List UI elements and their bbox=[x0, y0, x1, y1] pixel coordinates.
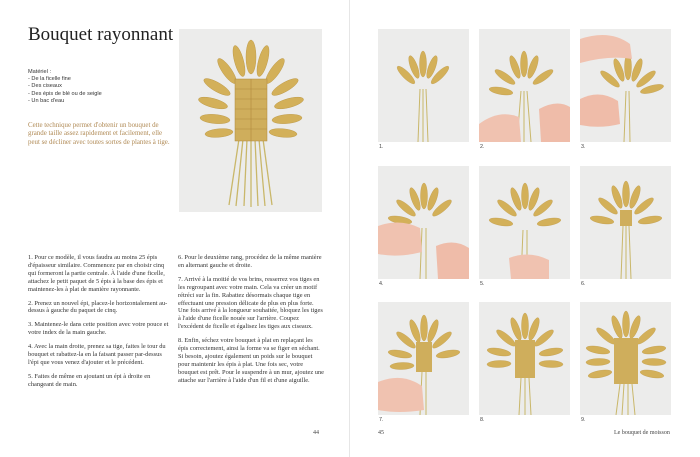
step-photo-6 bbox=[580, 166, 671, 279]
materials-list bbox=[28, 69, 102, 105]
material-item: - Des épis de blé ou de seigle bbox=[28, 90, 102, 97]
intro-text: Cette technique permet d'obtenir un bouquet de grande taille assez rapidement et facilement, elle peut se décliner avec toutes sortes de plantes à tige. bbox=[28, 122, 170, 146]
material-item: - De la ficelle fine bbox=[28, 76, 71, 83]
steps-column-1 bbox=[28, 254, 171, 395]
step-2: 2. Prenez un nouvel épi, placez-le horizontalement au-dessus à gauche du paquet de cinq. bbox=[28, 299, 168, 315]
caption-8: 8. bbox=[480, 417, 485, 423]
step-photo-4 bbox=[378, 166, 469, 279]
caption-2: 2. bbox=[480, 144, 485, 150]
materials-heading: Matériel : bbox=[28, 69, 52, 75]
step-8: 8. Enfin, séchez votre bouquet à plat en replaçant les épis correctement, ainsi la forme va se figer en séchant. Si besoin, ajoutez également un poids sur le bouquet pour maintenir les épis à plat. Une fois sec, votre bouquet est prêt. Pour le suspendre à un mur, ajoutez une attache sur l'arrière à l'aide d'un fil et d'une aiguille. bbox=[178, 337, 324, 384]
step-4: 4. Avec la main droite, prenez sa tige, faites le tour du bouquet et rabattez-la en la faisant passer par-dessus l'épi que vous venez d'ajouter et le précédent. bbox=[28, 343, 166, 366]
page-number-left: 44 bbox=[313, 430, 319, 436]
step-photo-8 bbox=[479, 302, 570, 415]
step-photo-1 bbox=[378, 29, 469, 142]
caption-4: 4. bbox=[379, 281, 384, 287]
step-1: 1. Pour ce modèle, il vous faudra au moins 25 épis d'épaisseur similaire. Commencez par en choisir cinq qui formeront la partie centrale. À l'aide d'une ficelle, attachez le petit paquet de 5 épis à la base des épis et maintenez-les à plat de manière rayonnante. bbox=[28, 254, 165, 293]
caption-3: 3. bbox=[581, 144, 586, 150]
page-title: Bouquet rayonnant bbox=[28, 24, 174, 45]
page-number-right: 45 bbox=[378, 430, 384, 436]
material-item: - Des ciseaux bbox=[28, 83, 62, 90]
step-3: 3. Maintenez-le dans cette position avec votre pouce et votre index de la main gauche. bbox=[28, 321, 169, 337]
step-photo-7 bbox=[378, 302, 469, 415]
caption-1: 1. bbox=[379, 144, 384, 150]
step-photo-3 bbox=[580, 29, 671, 142]
step-photo-2 bbox=[479, 29, 570, 142]
right-page bbox=[350, 0, 700, 457]
caption-6: 6. bbox=[581, 281, 586, 287]
finished-bouquet-photo bbox=[179, 29, 322, 212]
step-6: 6. Pour le deuxième rang, procédez de la même manière en alternant gauche et droite. bbox=[178, 254, 322, 269]
running-title: Le bouquet de moisson bbox=[614, 430, 670, 436]
wheat-bouquet-illustration bbox=[179, 29, 322, 212]
caption-5: 5. bbox=[480, 281, 485, 287]
step-7: 7. Arrivé à la moitié de vos brins, resserrez vos tiges en les regroupant avec votre main. Cela va créer un motif rétréci sur la fin. Rabattez désormais chaque tige en effectuant une pression délicate de plus en plus forte. Une fois arrivé à la longueur souhaitée, bloquez les tiges à l'aide d'une ficelle nouée sur l'arrière. Coupez l'excédent de ficelle et égalisez les tiges aux ciseaux. bbox=[178, 275, 323, 331]
step-5: 5. Faites de même en ajoutant un épi à droite en changeant de main. bbox=[28, 372, 151, 388]
step-photo-5 bbox=[479, 166, 570, 279]
material-item: - Un bac d'eau bbox=[28, 97, 65, 104]
steps-column-2 bbox=[178, 254, 324, 391]
caption-9: 9. bbox=[581, 417, 586, 423]
step-photo-9 bbox=[580, 302, 671, 415]
caption-7: 7. bbox=[379, 417, 384, 423]
